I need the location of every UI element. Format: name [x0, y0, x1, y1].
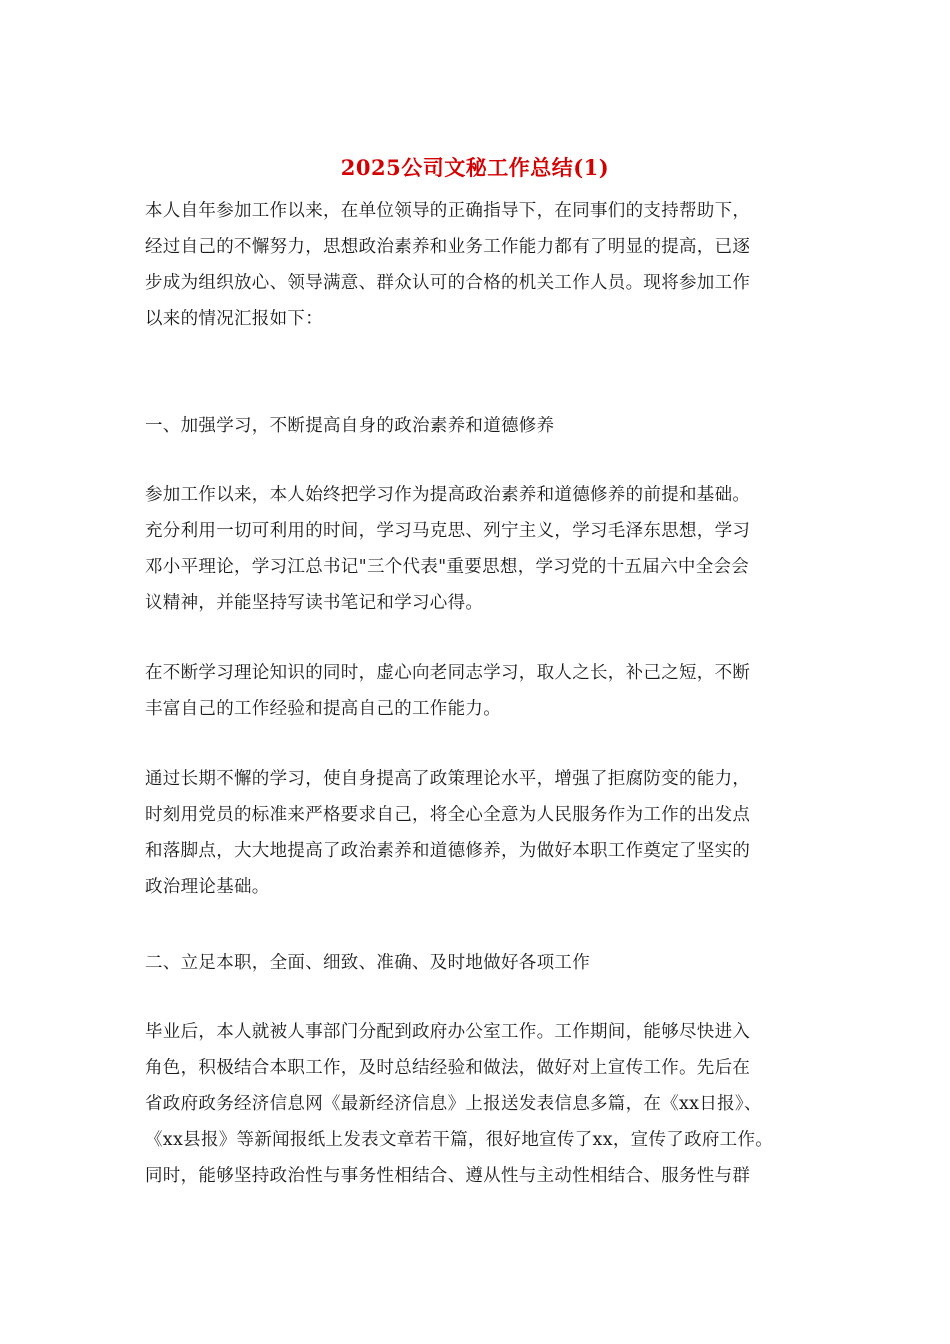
text-line: 政治理论基础。	[145, 877, 270, 897]
text-line: 经过自己的不懈努力，思想政治素养和业务工作能力都有了明显的提高，已逐	[145, 237, 751, 257]
text-line: 时刻用党员的标准来严格要求自己，将全心全意为人民服务作为工作的出发点	[145, 805, 751, 825]
text-line: 《xx县报》等新闻报纸上发表文章若干篇，很好地宣传了xx，宣传了政府工作。	[145, 1130, 774, 1150]
document-title: 2025公司文秘工作总结(1)	[340, 155, 610, 180]
text-line: 议精神，并能坚持写读书笔记和学习心得。	[145, 593, 484, 613]
text-line: 丰富自己的工作经验和提高自己的工作能力。	[145, 699, 501, 719]
text-line: 同时，能够坚持政治性与事务性相结合、遵从性与主动性相结合、服务性与群	[145, 1166, 751, 1186]
text-line: 通过长期不懈的学习，使自身提高了政策理论水平，增强了拒腐防变的能力，	[145, 769, 751, 789]
text-line: 步成为组织放心、领导满意、群众认可的合格的机关工作人员。现将参加工作	[145, 273, 751, 293]
text-line: 省政府政务经济信息网《最新经济信息》上报送发表信息多篇，在《xx日报》、	[145, 1094, 762, 1114]
text-line: 充分利用一切可利用的时间，学习马克思、列宁主义，学习毛泽东思想，学习	[145, 521, 751, 541]
text-line: 和落脚点，大大地提高了政治素养和道德修养，为做好本职工作奠定了坚实的	[145, 841, 751, 861]
section-heading: 一、加强学习，不断提高自身的政治素养和道德修养	[145, 416, 555, 436]
text-line: 在不断学习理论知识的同时，虚心向老同志学习，取人之长，补己之短，不断	[145, 663, 751, 683]
text-line: 邓小平理论，学习江总书记"三个代表"重要思想，学习党的十五届六中全会会	[145, 557, 750, 577]
text-line: 以来的情况汇报如下：	[145, 309, 323, 329]
text-line: 毕业后，本人就被人事部门分配到政府办公室工作。工作期间，能够尽快进入	[145, 1022, 751, 1042]
text-line: 角色，积极结合本职工作，及时总结经验和做法，做好对上宣传工作。先后在	[145, 1058, 751, 1078]
text-line: 本人自年参加工作以来，在单位领导的正确指导下，在同事们的支持帮助下，	[145, 201, 751, 221]
text-line: 参加工作以来，本人始终把学习作为提高政治素养和道德修养的前提和基础。	[145, 485, 751, 505]
section-heading: 二、立足本职，全面、细致、准确、及时地做好各项工作	[145, 953, 590, 973]
